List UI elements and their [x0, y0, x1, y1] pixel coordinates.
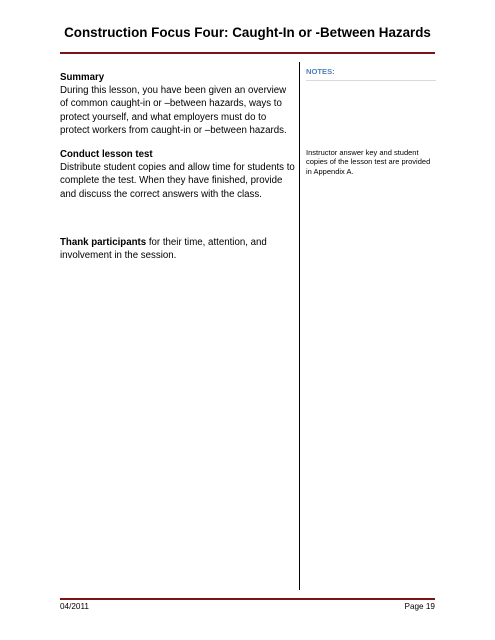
column-divider [299, 62, 300, 590]
page-number: Page 19 [404, 602, 435, 611]
notes-rule [306, 80, 436, 81]
summary-body: During this lesson, you have been given an overview of common caught-in or –between hazards, ways to protect yourself, and what employers must do to protect workers from caught-in or –between hazards. [60, 85, 287, 136]
lesson-test-body: Distribute student copies and allow time for students to complete the test. When they have finished, provide and discuss the correct answers with the class. [60, 162, 295, 200]
footer-rule [60, 598, 435, 600]
lesson-test-section [60, 148, 295, 201]
thanks-paragraph [60, 236, 295, 262]
title-rule [60, 52, 435, 54]
footer-date: 04/2011 [60, 602, 89, 611]
page-title: Construction Focus Four: Caught-In or -Between Hazards [64, 25, 431, 40]
notes-text: Instructor answer key and student copies of the lesson test are provided in Appendix A. [306, 148, 431, 176]
summary-heading: Summary [60, 72, 105, 83]
lesson-test-heading: Conduct lesson test [60, 149, 153, 160]
thanks-section [60, 236, 295, 262]
thanks-lead: Thank participants [60, 237, 147, 248]
summary-section [60, 71, 295, 137]
notes-label: NOTES: [306, 67, 335, 76]
thanks-rest: for their time, attention, and involvement in the session. [60, 237, 267, 262]
